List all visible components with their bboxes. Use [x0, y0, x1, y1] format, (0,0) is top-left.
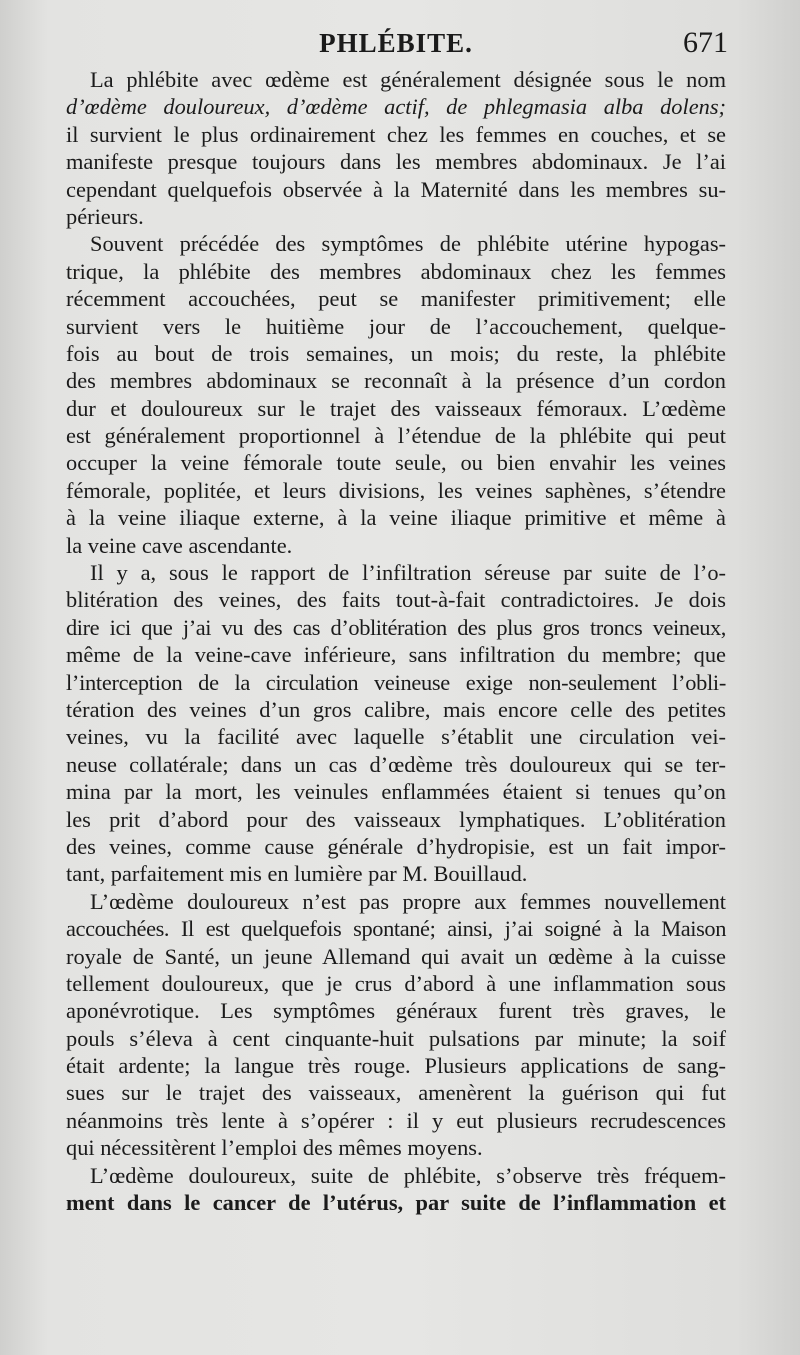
- paragraph: [66, 230, 726, 559]
- text-line: mina par la mort, les veinules enflammées étaient si tenues qu’on: [66, 779, 726, 805]
- text-line: neuse collatérale; dans un cas d’œdème très douloureux qui se ter-: [66, 751, 726, 777]
- text-line: fois au bout de trois semaines, un mois; du reste, la phlébite: [66, 340, 726, 366]
- text-line: tellement douloureux, que je crus d’abord à une inflammation sous: [66, 970, 726, 996]
- text-line: occuper la veine fémorale toute seule, ou bien envahir les veines: [66, 450, 726, 476]
- text-line: pouls s’éleva à cent cinquante-huit pulsations par minute; la soif: [66, 1025, 726, 1051]
- text-line: les prit d’abord pour des vaisseaux lymphatiques. L’oblitération: [66, 806, 726, 832]
- text-line: était ardente; la langue très rouge. Plusieurs applications de sang-: [66, 1053, 726, 1079]
- text-line: L’œdème douloureux n’est pas propre aux femmes nouvellement: [90, 888, 726, 914]
- text-line: d’œdème douloureux, d’œdème actif, de phlegmasia alba dolens;: [66, 94, 726, 120]
- text-line: Souvent précédée des symptômes de phlébite utérine hypogas-: [90, 231, 726, 257]
- text-line: royale de Santé, un jeune Allemand qui avait un œdème à la cuisse: [66, 943, 726, 969]
- text-line: tération des veines d’un gros calibre, mais encore celle des petites: [66, 696, 726, 722]
- text-line: aponévrotique. Les symptômes généraux furent très graves, le: [66, 998, 726, 1024]
- text-line: est généralement proportionnel à l’étendue de la phlébite qui peut: [66, 423, 726, 449]
- paragraph: [66, 66, 726, 230]
- text-line: cependant quelquefois observée à la Maternité dans les membres su-: [66, 176, 726, 202]
- text-line: veines, vu la facilité avec laquelle s’établit une circulation vei-: [66, 724, 726, 750]
- text-line: trique, la phlébite des membres abdominaux chez les femmes: [66, 258, 726, 284]
- paragraph: [66, 1162, 726, 1217]
- running-head: [66, 20, 726, 66]
- text-line: blitération des veines, des faits tout-à-fait contradictoires. Je dois: [66, 587, 726, 613]
- text-line: sues sur le trajet des vaisseaux, amenèrent la guérison qui fut: [66, 1080, 726, 1106]
- text-line: il survient le plus ordinairement chez les femmes en couches, et se: [66, 121, 726, 147]
- text-line: des membres abdominaux se reconnaît à la présence d’un cordon: [66, 368, 726, 394]
- text-line: survient vers le huitième jour de l’accouchement, quelque-: [66, 313, 726, 339]
- running-title: PHLÉBITE.: [319, 28, 473, 58]
- text-line: même de la veine-cave inférieure, sans infiltration du membre; que: [66, 642, 726, 668]
- text-line: à la veine iliaque externe, à la veine iliaque primitive et même à: [66, 505, 726, 531]
- text-line: Il y a, sous le rapport de l’infiltration séreuse par suite de l’o-: [90, 560, 726, 586]
- paragraph: [66, 888, 726, 1162]
- text-line: La phlébite avec œdème est généralement désignée sous le nom: [90, 67, 726, 92]
- text-line: tant, parfaitement mis en lumière par M. Bouillaud.: [66, 861, 528, 887]
- text-line: récemment accouchées, peut se manifester primitivement; elle: [66, 286, 726, 312]
- text-line: accouchées. Il est quelquefois spontané; ainsi, j’ai soigné à la Maison: [66, 916, 726, 942]
- text-line: fémorale, poplitée, et leurs divisions, les veines saphènes, s’étendre: [66, 477, 726, 503]
- paragraph: [66, 559, 726, 888]
- text-line: des veines, comme cause générale d’hydropisie, est un fait impor-: [66, 833, 726, 859]
- text-line: manifeste presque toujours dans les membres abdominaux. Je l’ai: [66, 149, 726, 175]
- text-line: dur et douloureux sur le trajet des vaisseaux fémoraux. L’œdème: [66, 395, 726, 421]
- page-number: 671: [683, 26, 728, 59]
- text-line: dire ici que j’ai vu des cas d’oblitération des plus gros troncs veineux,: [66, 614, 726, 640]
- text-line: ment dans le cancer de l’utérus, par suite de l’inflammation et: [66, 1190, 726, 1216]
- text-line: L’œdème douloureux, suite de phlébite, s’observe très fréquem-: [90, 1162, 726, 1188]
- text-line: l’interception de la circulation veineuse exige non-seulement l’obli-: [66, 669, 726, 695]
- text-line: qui nécessitèrent l’emploi des mêmes moyens.: [66, 1135, 483, 1161]
- text-line: la veine cave ascendante.: [66, 532, 293, 558]
- text-line: périeurs.: [66, 203, 144, 229]
- text-line: néanmoins très lente à s’opérer : il y eut plusieurs recrudescences: [66, 1107, 726, 1133]
